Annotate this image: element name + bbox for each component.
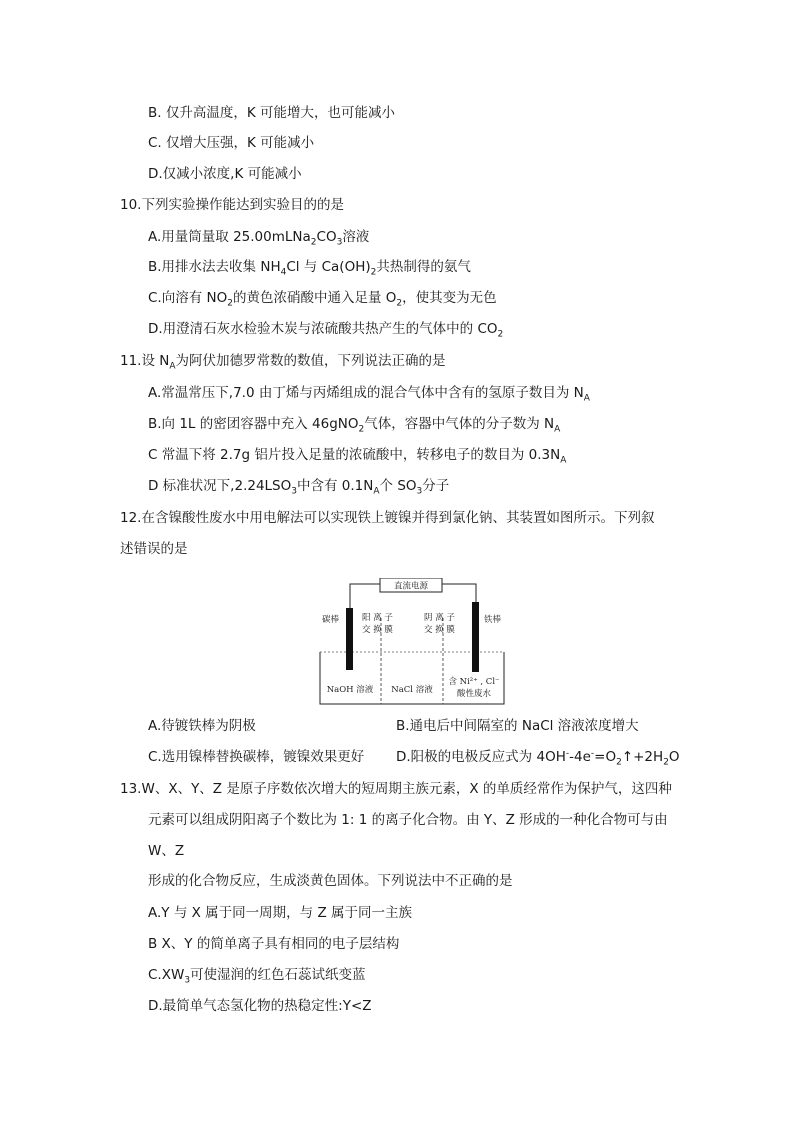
waste-solution-label-bottom: 酸性废水 <box>456 689 492 699</box>
waste-solution-label-top: 含 Ni²⁺ , Cl⁻ <box>448 677 500 687</box>
q13-option-c: $C.XW_3$可使湿润的红色石蕊试纸变蓝 <box>148 967 366 986</box>
q10-option-b: B.用排水法去收集 $NH_4Cl$ 与 $Ca(OH)_2$共热制得的氨气 <box>148 259 471 278</box>
q13-option-d: D.最简单气态氢化物的热稳定性:Y<Z <box>148 998 372 1014</box>
q13-option-a: A.Y 与 X 属于同一周期，与 Z 属于同一主族 <box>148 905 412 921</box>
q12-stem-line1: 12.在含镍酸性废水中用电解法可以实现铁上镀镍并得到氯化钠、其装置如图所示。下列叙 <box>120 510 655 526</box>
q10-option-c: C.向溶有 $NO_2$的黄色浓硝酸中通入足量 $O_2$，使其变为无色 <box>148 290 497 309</box>
q11-stem: 11.设 $N_A$为阿伏加德罗常数的数值，下列说法正确的是 <box>120 353 446 372</box>
q12-option-c: C.选用镍棒替换碳棒，镀镍效果更好 <box>148 749 365 765</box>
naoh-solution-label: NaOH 溶液 <box>326 685 374 695</box>
q12-stem-line2: 述错误的是 <box>120 541 188 557</box>
power-supply-label: 直流电源 <box>393 581 429 592</box>
q13-option-b: B X、Y 的简单离子具有相同的电子层结构 <box>148 936 400 952</box>
q13-stem-line1: 13.W、X、Y、Z 是原子序数依次增大的短周期主族元素，X 的单质经常作为保护气，这四种 <box>120 781 672 797</box>
q10-option-a: A.用量筒量取 $25.00mLNa_2CO_3$溶液 <box>148 229 370 248</box>
carbon-rod <box>346 608 353 670</box>
q10-option-d: D.用澄清石灰水检验木炭与浓硫酸共热产生的气体中的 $CO_2$ <box>148 321 504 340</box>
carbon-rod-label: 碳棒 <box>322 615 340 625</box>
q9-option-b: B. 仅升高温度，K 可能增大，也可能减小 <box>148 105 395 121</box>
q12-option-a: A.待镀铁棒为阴极 <box>148 718 256 734</box>
q13-stem-line3: W、Z <box>148 843 185 859</box>
q11-option-c: C 常温下将 2.7g 铝片投入足量的浓硫酸中，转移电子的数目为 $0.3N_A$ <box>148 447 567 466</box>
q10-stem: 10.下列实验操作能达到实验目的的是 <box>120 197 344 213</box>
membrane1-label-top: 阳 离 子 <box>362 613 393 623</box>
electrolysis-diagram <box>318 578 508 708</box>
q9-option-d: D.仅减小浓度,K 可能减小 <box>148 166 302 182</box>
nacl-solution-label: NaCl 溶液 <box>391 685 433 695</box>
q11-option-b: B.向 1L 的密团容器中充入 46gNO$_2$气体，容器中气体的分子数为 $N_A$ <box>148 416 561 435</box>
q12-option-b: B.通电后中间隔室的 NaCl 溶液浓度增大 <box>396 718 639 734</box>
q12-option-d: D.阳极的电极反应式为 $4OH^--4e^-=O_2↑+2H_2O$ <box>396 748 680 768</box>
membrane2-label-top: 阴 离 子 <box>424 613 455 623</box>
q11-option-d: D 标准状况下$,2.24LSO_3$中含有 $0.1N_A$个 $SO_3$分子 <box>148 478 450 497</box>
membrane1-label-bottom: 交 换 膜 <box>362 625 393 635</box>
q9-option-c: C. 仅增大压强，K 可能减小 <box>148 135 315 151</box>
q11-option-a: A.常温常压下,7.0 由丁烯与丙烯组成的混合气体中含有的氢原子数目为 $N_A$ <box>148 385 590 404</box>
wire-right <box>442 584 476 602</box>
q13-stem-line4: 形成的化合物反应，生成淡黄色固体。下列说法中不正确的是 <box>148 873 513 889</box>
membrane2-label-bottom: 交 换 膜 <box>424 625 455 635</box>
q13-stem-line2: 元素可以组成阴阳离子个数比为 1: 1 的离子化合物。由 Y、Z 形成的一种化合物可与由 <box>148 812 668 828</box>
iron-rod <box>472 602 479 672</box>
iron-rod-label: 铁棒 <box>484 615 502 625</box>
